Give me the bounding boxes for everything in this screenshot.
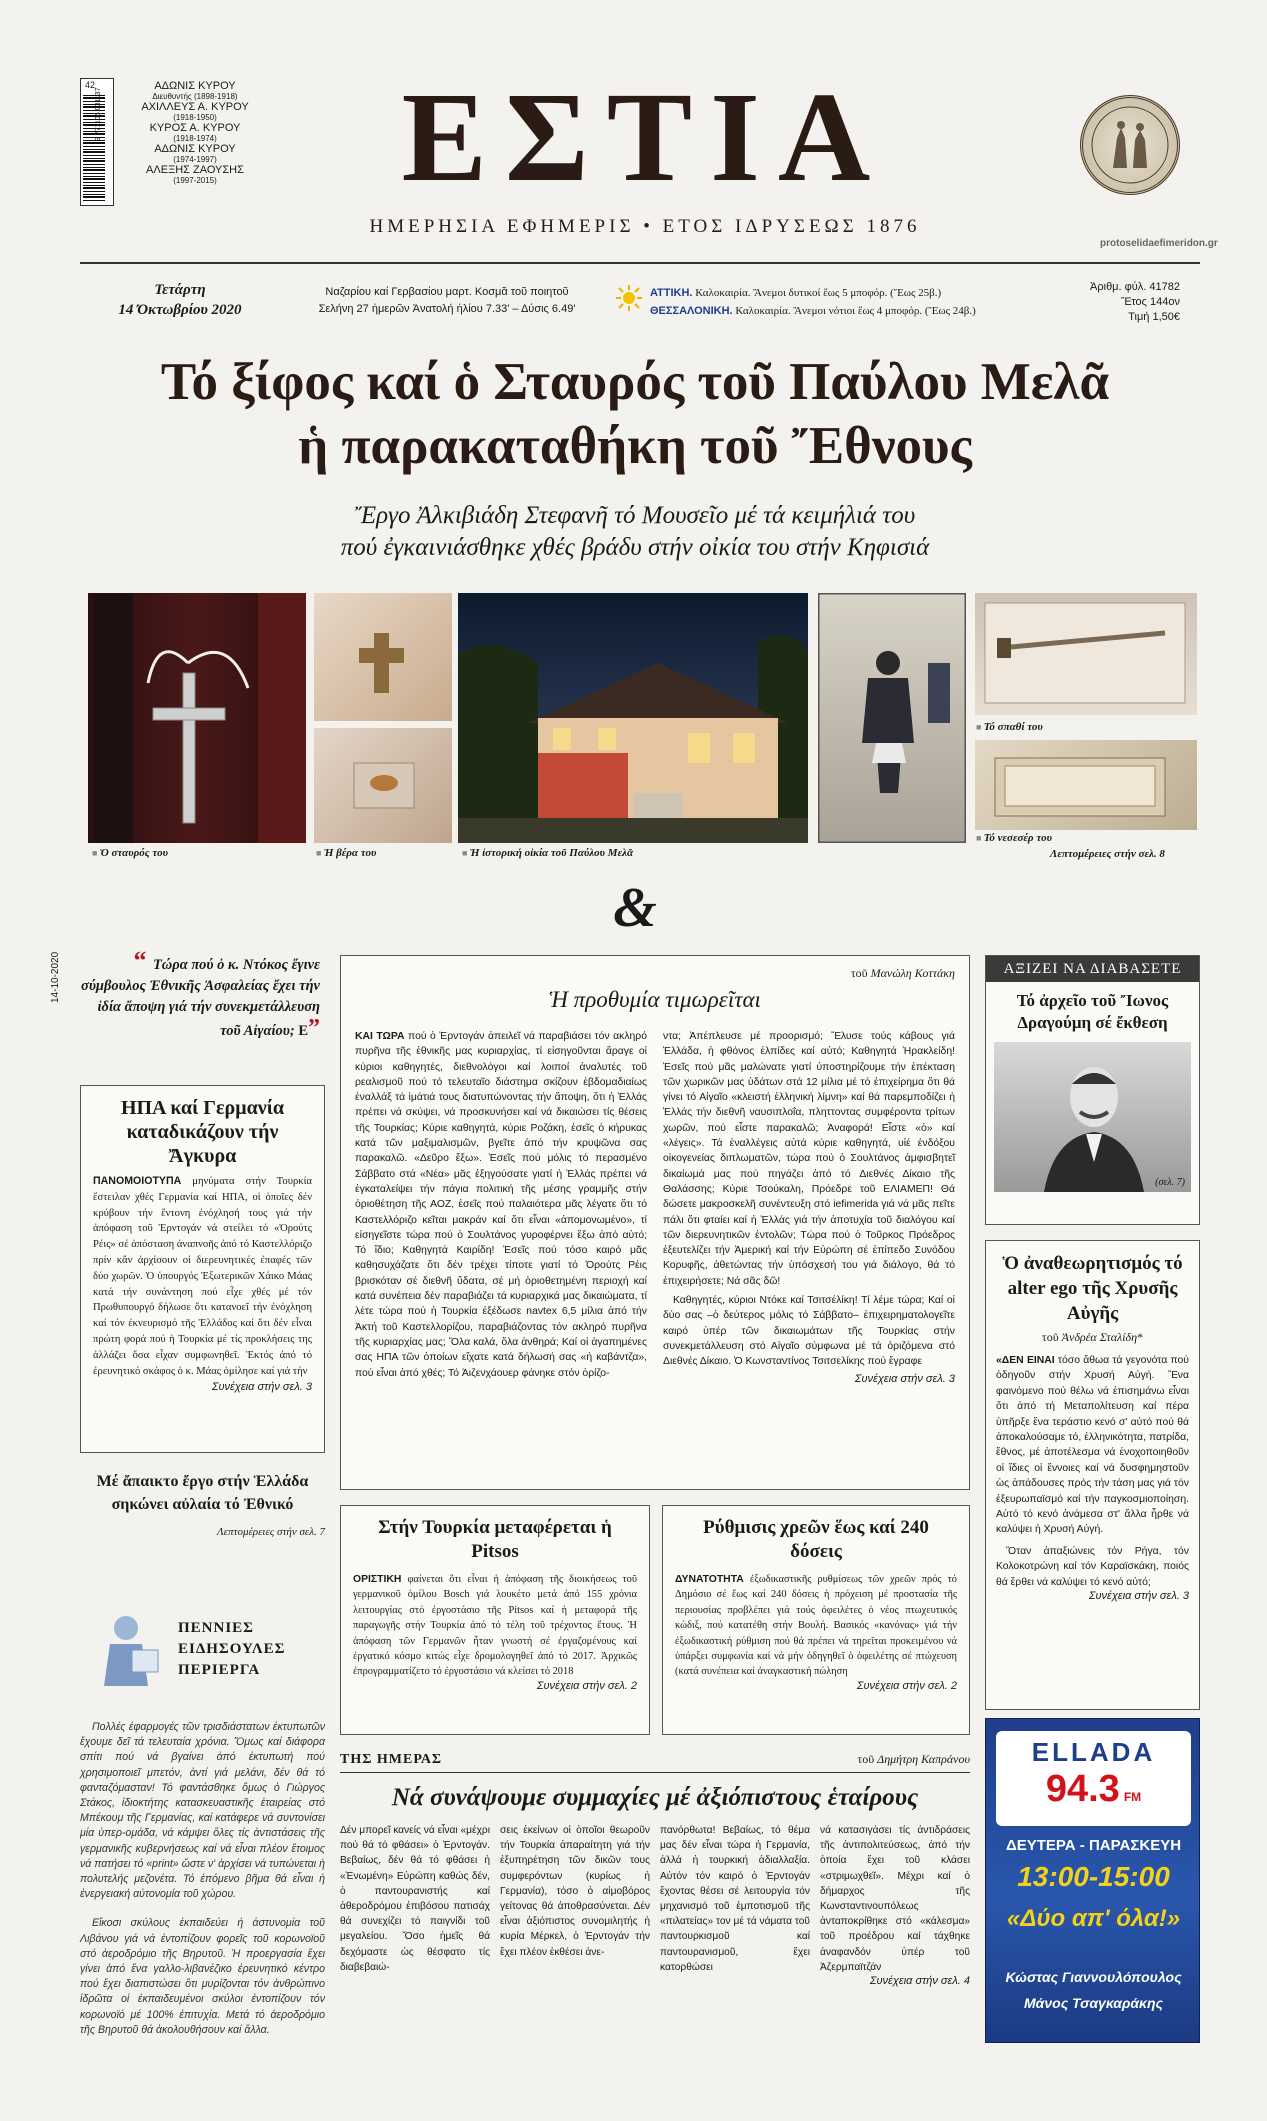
ad-host-1: Κώστας Γιαννουλόπουλος xyxy=(1005,1969,1182,1985)
quote-open-icon: “ xyxy=(133,946,153,975)
weather-thess-label: ΘΕΣΣΑΛΟΝΙΚΗ. xyxy=(650,305,733,317)
founder-years: (1918-1974) xyxy=(173,134,217,143)
caption-case: ■ Τό νεσεσέρ του xyxy=(976,832,1052,844)
pitsos-title: Στήν Τουρκία μεταφέρεται ἡ Pitsos xyxy=(378,1517,612,1562)
day-title: Νά συνάψουμε συμμαχίες μέ ἀξιόπιστους ἑταίρους xyxy=(391,1784,919,1811)
sidebar-date: 14-10-2020 xyxy=(50,951,61,1003)
weather-thess: Καλοκαιρία. Ἄνεμοι νότιοι ἕως 4 μποφόρ. (Ἕως 24β.) xyxy=(735,305,976,317)
pitsos-lead: ΟΡΙΣΤΙΚΗ xyxy=(353,1574,402,1585)
editorial-author: Μανώλη Κοττάκη xyxy=(870,966,955,980)
caption-house: ■ Ἡ ἱστορική οἰκία τοῦ Παύλου Μελᾶ xyxy=(462,847,633,859)
pennies-title: ΠΕΝΝΙΕΣ ΕΙΔΗΣΟΥΛΕΣ ΠΕΡΙΕΡΓΑ xyxy=(178,1620,286,1678)
revisionism-byline: τοῦ Ἀνδρέα Σταλίδη* xyxy=(1041,1330,1144,1344)
ad-host-2: Μάνος Τσαγκαράκης xyxy=(1024,1995,1163,2011)
deck-line-1: Ἔργο Ἀλκιβιάδη Στεφανῆ τό Μουσεῖο μέ τά κειμήλιά του xyxy=(354,502,916,529)
weather-attica-label: ΑΤΤΙΚΗ. xyxy=(650,287,693,299)
masthead-rule xyxy=(80,262,1200,264)
day-article xyxy=(340,1752,970,1987)
founder: ΑΔΩΝΙΣ ΚΥΡΟΥ xyxy=(154,80,236,92)
weather xyxy=(650,284,1050,320)
debts-lead: ΔΥΝΑΤΟΤΗΤΑ xyxy=(675,1574,744,1585)
editorial-title: Ἡ προθυμία τιμωρεῖται xyxy=(549,987,761,1012)
revisionism-article xyxy=(985,1240,1200,1710)
founder: ΑΔΩΝΙΣ ΚΥΡΟΥ xyxy=(154,143,236,155)
ad-frequency: 94.3 xyxy=(1045,1768,1120,1810)
caption-ring: ■ Ἡ βέρα του xyxy=(316,847,376,859)
day-author: Δημήτρη Καπράνου xyxy=(877,1752,970,1766)
revisionism-title: Ὁ ἀναθεωρητισμός τό alter ego τῆς Χρυσῆς Αὐγῆς xyxy=(1002,1253,1183,1324)
day-col-3: πανόρθωτα! Βεβαίως, τό θέμα μας δέν εἶναι τώρα ἡ Γερμανία, ἀλλά ἡ τουρκική ἀδιαλλαξία. Αὐτόν τόν καιρό ὁ Ἐρντογάν ἔχοντας θέσει σέ λειτουργία τόν μηχανισμό τοῦ ἐμποτισμοῦ τῆς «πιλατείας» τον μέ τά νάματα τοῦ παντουρκισμοῦ καί παντουρανισμοῦ, ἔχει κατορθώσει xyxy=(660,1825,810,1973)
usa-germany-lead: ΠΑΝΟΜΟΙΟΤΥΠΑ xyxy=(93,1175,182,1187)
source-watermark: protoselidaefimeridon.gr xyxy=(1100,238,1218,249)
headline-line-2: ἡ παρακαταθήκη τοῦ Ἔθνους xyxy=(298,417,972,475)
dragoumis-photo xyxy=(994,1042,1191,1192)
editorial-col-2b: Καθηγητές, κύριοι Ντόκε καί Τσιτσέλίκη! Τί λέμε τώρα; Καί οἱ δύο σας –ὁ δεύτερος μόλις τό Σάββατο– ἐπιχειρηματολογεῖτε καιρό ὑπέρ τῶν δικαιωμάτων τῆς Τουρκίας στήν συνεκμετάλλευση στό Αἰγαῖο σύμφωνα μέ τά ὁριζόμενα στό Διεθνές Δίκαιο. Ὁ Κωνσταντίνος Τσιτσελίκης πού ἔγραφε xyxy=(663,1295,955,1368)
revisionism-body-2: Ὅταν ἀπαξιώνεις τόν Ρήγα, τόν Κολοκοτρώνη καί τόν Καραϊσκάκη, ποιός θά ἔρθει νά καλύψει τό κενό αὐτό; xyxy=(996,1545,1189,1588)
barcode-digits: 9 771106 031137 xyxy=(95,87,102,141)
seal-logo xyxy=(1080,95,1180,195)
photo-case xyxy=(975,740,1197,830)
quote-text: Τώρα πού ὁ κ. Ντόκος ἔγινε σύμβουλος Ἐθνικῆς Ἀσφαλείας ἔχει τήν ἰδία ἄποψη γιά τήν συνεκμετάλλευση τοῦ Αἰγαίου; xyxy=(81,957,320,1039)
issue-price: Τιμή 1,50€ xyxy=(1128,311,1180,323)
day-col-1: Δέν μπορεῖ κανείς νά εἶναι «μέχρι πού θά τό φθάσει» ὁ Ἐρντογάν. Βεβαίως, δέν θά τό φθάσει ἡ «Ἑνωμένη» Εὐρώπη καθώς δέν, ὁ παντουρανιστής καί ἀθεροδρόμου ἐπιβόσου πατισάχ θά συνεχίζει τό παιγνίδι τοῦ μεγαλείου. Ὅσο ἡμεῖς θά δεχόμαστε ὡς θέσφατο τίς διαβεβαιώ- xyxy=(340,1825,490,1973)
issue-year: Ἔτος 144ον xyxy=(1121,296,1180,308)
pitsos-article xyxy=(340,1505,650,1735)
founder: ΚΥΡΟΣ Α. ΚΥΡΟΥ xyxy=(149,122,241,134)
pennies-item-1: Πολλές ἐφαρμογές τῶν τρισδιάστατων ἐκτυπωτῶν ἔχουμε δεῖ τά τελευταία χρόνια. Ὅμως καί διάφορα σπίτι πού νά βγαίνει ἀπό ἐκτυπωτή πού χρησιμοποιεῖ μπετόν, ἀντί γιά μελάνι, δέν θά τό φανταζόμασταν! Τό φαντάσθηκε ὅμως ὁ Γιώργος Στάκος, ἰδιοκτήτης κατασκευαστικῆς ἑταιρείας στό Μπέκουμ τῆς Γερμανίας, καί κατάφερε νά συντονίσει μία ὑπερ-ομάδα, νά κάμψει ὅλες τίς ἀντιστάσεις τῆς γερμανικῆς κυβερνήσεως καί νά εἶναι πλέον ἕτοιμος νά πατήσει τό «print» ὥστε ν' ἀρχίσει νά τυπώνεται ἡ πολυτελής μεζονέτα. Τό ἐπόμενο βῆμα θά εἶναι ἡ ἐνεργειακή αὐτονομία τοῦ χώρου. xyxy=(80,1721,325,1901)
editorial-col-1: πού ὁ Ἐρντογάν ἀπειλεῖ νά παραβιάσει τόν ακληρό πυρῆνα τῆς ἐθνικῆς μας κυριαρχίας, τί εἰσηγοῦνται ἄραγε οἱ κύριοι καθηγητές, διεθνολόγοι καί λοιποί ἀναλυτές τοῦ ρεαλισμοῦ πού τό τελευταῖο διάστημα σκίζουν ἐβδομαδιαίως ἐναλλάξ τά ἱμάτιά τους διατυπώνοντας τήν ἄποψη, ὅτι ἡ Ἑλλάς πρέπει νά σκύψει, νά προσκυνήσει καί νά δικαιώσει τίς θέσεις τῆς Τουρκίας; Κύριε καθηγητά, κύριε Ροζάκη, ἐσεῖς ὁ κήρυκας κατά τῶν μαξιμαλισμῶν, βγεῖτε ἀπό τήν κρυψῶνα σας παρακαλῶ. «Δεῦρο ἔξω». Ἐσεῖς πού μόλις τό περασμένο Σάββατο στά «Νέα» μᾶς ἐξηγούσατε γιατί ἡ Ἑλλάς πρέπει νά ἐγκαταλείψει τήν πάγια πολιτική τῆς μέσης γραμμῆς στήν ὁριοθέτηση τῆς ΑΟΖ, ἐσεῖς πού παλαιότερα μᾶς λέγατε ὅτι τό Καστελλόριζο κεῖται μακράν καί ὅτι εἶναι «ἀπομονωμένο», τί εἰσηγεῖστε τώρα πού ὁ Σουλτάνος γυροφέρνει ἔξω ἀπό αὐτό; Τό ἴδιο; Καθηγητά Καιρίδη! Ἐσεῖς πού τόσο καιρό μᾶς καθησυχάζατε ὅτι δέν τρέχει τίποτε γιατί τό Ὀρούτς Ρέις βρισκόταν σέ διεθνῆ ὕδατα, σέ μή ὁριοθετημένη περιοχή καί κατά συνέπεια δέν παραβιάζει τά κυριαρχικά μας δικαιώματα, τί λέτε τώρα πού ἡ Τουρκία ἐξέδωσε navtex 6,5 μίλια ἀπό τήν Ἀκτή τοῦ Καστελλορίζου, παραβιάζοντας τόν ακληρό πυρῆνα τῆς κυριαρχίας μας; Ὅλα καλά, ὅλα ἀνθηρά; Καί οἱ ἀγαπημένες σας ΗΠΑ τῶν ὁποίων εἴχατε κατά δήλωσή σας «ἡ καβάντζα», πού εἶναι ἀπό χθές; Τό Ἀιζενχάουερ φάνηκε στόν ὁρίζο- xyxy=(355,1031,647,1379)
day-name: Τετάρτη xyxy=(154,282,206,298)
ad-hours: 13:00-15:00 xyxy=(1017,1861,1170,1892)
founder: ΑΛΕΞΗΣ ΖΑΟΥΣΗΣ xyxy=(146,164,244,176)
ampersand: & xyxy=(613,877,657,939)
theatre-article xyxy=(80,1470,325,1538)
revisionism-continue[interactable]: Συνέχεια στήν σελ. 3 xyxy=(1088,1590,1189,1603)
revisionism-author: Ἀνδρέα Σταλίδη xyxy=(1061,1330,1138,1344)
usa-germany-article xyxy=(80,1085,325,1453)
founder-years: (1974-1997) xyxy=(173,155,217,164)
revisionism-lead: «ΔΕΝ ΕΙΝΑΙ xyxy=(996,1355,1055,1366)
pennies-header xyxy=(92,1610,317,1690)
photo-pendant xyxy=(314,593,452,721)
editorial-byline-pre: τοῦ xyxy=(850,966,868,980)
sun-icon xyxy=(615,284,643,312)
headline-deck xyxy=(80,500,1190,564)
weather-attica: Καλοκαιρία. Ἄνεμοι δυτικοί ἕως 5 μποφόρ. (Ἕως 25β.) xyxy=(695,287,942,299)
photo-ring xyxy=(314,728,452,843)
caption-cross: ■ Ὁ σταυρός του xyxy=(92,847,168,859)
quote-close-icon: ” xyxy=(308,1015,320,1041)
photo-sword xyxy=(975,593,1197,715)
usa-germany-title: ΗΠΑ καί Γερμανία καταδικάζουν τήν Ἄγκυρα xyxy=(120,1097,285,1167)
headline-line-1: Τό ξίφος καί ὁ Σταυρός τοῦ Παύλου Μελᾶ xyxy=(160,353,1110,411)
editorial-article xyxy=(340,955,970,1490)
editorial-lead: ΚΑΙ ΤΩΡΑ xyxy=(355,1031,405,1042)
pitsos-body: φαίνεται ὅτι εἶναι ἡ ἀπόφαση τῆς διοικήσεως τοῦ γερμανικοῦ ὁμίλου Bosch γιά λουκέτο μετά ἀπό 155 χρόνια λειτουργίας στό ἐργοστάσιο τῆς Pitsos καί ἡ μεταφορά τῆς παραγωγῆς στήν Τουρκία ἀπό τό τέλη τοῦ τρέχοντος ἔτους. Ἡ ἀπόφαση τῶν Γερμανῶν ἦταν γνωστή σέ ἐργαζομένους καί ἐργατικό κόσμο κιτώς εἶχε δρομολογηθεῖ ἀπό τό 2017. Ἀρχικῶς ἐπρογραμματίζετο τό ἐργοστάσιο νά κλείσει τό 2018 xyxy=(353,1574,637,1678)
day-continue[interactable]: Συνέχεια στήν σελ. 4 xyxy=(869,1975,970,1988)
ad-logo: ELLADA xyxy=(1031,1737,1156,1767)
issue-info xyxy=(1060,280,1180,325)
revisionism-byline-pre: τοῦ xyxy=(1041,1330,1059,1344)
worth-reading-box xyxy=(985,955,1200,1225)
debts-continue[interactable]: Συνέχεια στήν σελ. 2 xyxy=(856,1679,957,1692)
worth-reading-title[interactable]: Τό ἀρχεῖο τοῦ Ἴωνος Δραγούμη σέ ἔκθεση xyxy=(1016,991,1169,1032)
editorial-byline xyxy=(355,966,955,981)
photo-house xyxy=(458,593,808,843)
photos-details: Λεπτομέρειες στήν σελ. 8 xyxy=(1050,848,1165,860)
founder-years: (1997-2015) xyxy=(173,176,217,185)
debts-title: Ρύθμισις χρεῶν ἕως καί 240 δόσεις xyxy=(703,1517,929,1562)
main-headline xyxy=(80,350,1190,478)
newspaper-title: ΕΣΤΙΑ xyxy=(401,66,889,208)
ad-show: «Δύο απ' όλα!» xyxy=(1006,1905,1181,1932)
theatre-title: Μέ ἄπαικτο ἔργο στήν Ἑλλάδα σηκώνει αὐλαία τό Ἐθνικό xyxy=(96,1473,309,1513)
editorial-continue[interactable]: Συνέχεια στήν σελ. 3 xyxy=(854,1372,955,1385)
day-col-2: σεις ἐκείνων οἱ ὁποῖοι θεωροῦν τήν Τουρκία ἀπαραίτητη γιά τήν ἐξυπηρέτηση τῶν δικῶν τους συμφερόντων (κυρίως ἡ Γερμανία), τόσο ὁ αἱμοβόρος γείτονας θά ἀποθρασύνεται. Δέν εἶναι ἀξιόπιστος συνομιλητής ἡ κυρία Μέρκελ, ὁ Ἐρντογάν τήν ἔχει πλέον ἐκθέσει ἀνε- xyxy=(500,1825,650,1958)
editorial-col-2a: ντα; Ἀπέπλευσε μέ προορισμό; Ἔλυσε τούς κάβους γιά Ἑλλάδα, ἡ φθόνος ἐλπίδες καί αὐτό; Καθηγητά Ἡρακλείδη! Ἐσεῖς πού μᾶς μαλώνατε γιατί ὑποστηρίζουμε τήν ἐπέκταση τῶν χωρικῶν μας ὑδάτων στά 12 μίλια μέ τό ἐπιχείρημα ὅτι θά γίνει τό Αἰγαῖο «κλειστή ἑλληνική λίμνη» καί θά παρεμποδίζει ἡ Ἑλλάς τήν διεθνῆ ναυσιπλοΐα, πληττοντας συμφέροντα τρίτων χωρῶν, πού εἶστε παρακαλῶ; Ἀναφορά! Εἶστε «ὁ» καί «λέγεις». Τά ἐναλλέγεις αὐτά κύριε καθηγητά, υἱέ ἐνδόξου οἰκογενείας διπλωματῶν, τώρα πού ὁ Σουλτάνος ἀμφισβητεῖ δικαίωμά μας πού πηγάζει ἀπό τό Διεθνές Δίκαιο τῆς Θαλάσσης; Κύριε Τσούκαλη, Πρόεδρε τοῦ ΕΛΙΑΜΕΠ! Θά δώσετε μακροσκελῆ συνέντευξη στό iefimerida γιά νά μᾶς πεῖτε πάλι ὅτι φταίει καί ἡ Ἑλλάς γιά τήν ἀποτυχία τοῦ διαλόγου καί τῶν διερευνητικῶν ἐντολῶν; Τώρα πού ὁ Τοῦρκος Πρόεδρος ἐξευτελίζει τήν Ἀμερική καί τήν Εὐρώπη σέ ἐπίπεδο Συνόδου Κορυφῆς, ἀθετώντας τήν ὑπόσχεσή του γιά διάλογο, θά τό ἐπιχειρήσετε; Νά σᾶς δῶ! xyxy=(663,1031,955,1287)
issue-number: Ἀριθμ. φύλ. 41782 xyxy=(1090,281,1180,293)
caption-sword: ■ Τό σπαθί του xyxy=(976,721,1043,733)
date: 14 Όκτωβρίου 2020 xyxy=(118,302,242,318)
dateline-day xyxy=(100,280,260,320)
revisionism-body: τόσο ἄθωα τά γεγονότα πού ὁδηγοῦν στήν Χρυσή Αὐγή. Ἕνα φαινόμενο πού θέλω νά ἐπισημάνω εἶναι ὅτι ἀπό τή Μεταπολίτευση καί πέρα ὑπῆρξε ἕνα τεράστιο κενό σ' αὐτό πού θά ἀποκαλούσαμε τό, ἑλληνικότητα, πατρίδα, ἔθνος, μέ ἀποτέλεσμα νά ἐνοχοποιηθοῦν οἱ ἴδιες οἱ ἔννοιες καί νά δυσφημηστοῦν ὡς ἀπάδουσες πρός τήν τάση μας γιά τόν ἐξευρωπαϊσμό καί τήν παγκοσμιοποίηση. Αὐτό τό κενό ἀνάμεσα στ' ἄλλα ἦρθε νά καλύψει ἡ Χρυσή Αὐγή. xyxy=(996,1355,1189,1536)
debts-body: ἐξωδικαστικῆς ρυθμίσεως τῶν χρεῶν πρός τό Δημόσιο σέ ἕως καί 240 δόσεις ἡ πρόχειση μέ προστασία τῆς περιουσίας προβλέπει γιά τούς ὀφειλέτες ὁ νέος πτωχευτικός κώδιξ, πού κατατέθη στήν Βουλή. Βασικός «κανόνας» γιά τήν ἐξωδικαστική ρύθμιση πού θά πρέπει νά τηρεῖται προκειμένου νά ὑπάρξει συμφωνία καί νά μήν ὁδηγηθεῖ ὁ ὀφειλέτης σέ πτώχευση (κατά συνέπεια καί ἀναγκαστική πώληση xyxy=(675,1574,957,1678)
quote-box xyxy=(80,946,320,1042)
founders-list xyxy=(120,80,270,185)
barcode-issue: 42 xyxy=(85,80,96,90)
photo-cross xyxy=(88,593,306,843)
quote-mark: Ε xyxy=(298,1023,308,1039)
day-byline xyxy=(857,1752,970,1767)
day-byline-pre: τοῦ xyxy=(857,1752,875,1766)
radio-ad[interactable] xyxy=(985,1718,1200,2043)
day-col-4: νά κατασιγάσει τίς ἀντιδράσεις τῆς ἀντιπολιτεύσεως, ἀπό τήν ὁποία ἔχει τοῦ κλάσει «στριμωχθεῖ». Μέχρι καί ὁ δήμαρχος τῆς Κωνσταντινουπόλεως ἀνταποκρίθηκε στό «κάλεσμα» τοῦ προέδρου καί τάχθηκε ἀναφανδόν ὑπέρ τοῦ Ἀζερμπαϊτζάν xyxy=(820,1825,970,1973)
sun-moon: Σελήνη 27 ἡμερῶν Ἀνατολή ἡλίου 7.33' – Δύσις 6.49' xyxy=(318,303,576,315)
photo-uniform xyxy=(818,593,966,843)
founder: ΑΧΙΛΛΕΥΣ Α. ΚΥΡΟΥ xyxy=(141,101,249,113)
theatre-continue[interactable]: Λεπτομέρειες στήν σελ. 7 xyxy=(217,1526,325,1538)
deck-line-2: πού ἐγκαινιάσθηκε χθές βράδυ στήν οἰκία του στήν Κηφισιά xyxy=(340,534,930,561)
debts-article xyxy=(662,1505,970,1735)
newspaper-subtitle: ΗΜΕΡΗΣΙΑ ΕΦΗΜΕΡΙΣ • ΕΤΟΣ ΙΔΡΥΣΕΩΣ 1876 xyxy=(369,216,921,237)
pennies-body xyxy=(80,1720,325,2038)
barcode xyxy=(80,78,114,206)
usa-germany-body: μηνύματα στήν Τουρκία ἔστειλαν χθές Γερμανία καί ΗΠΑ, οἱ ὁποῖες δέν κρύβουν τήν ἔντονη ἐνόχλησή τους γιά τήν ἀπόφαση τοῦ Ἐρντογάν νά στείλει τό «Ὀρούτς Ρέις» σέ ἀπόσταση ἀναπνοῆς ἀπό τό Καστελλόριζο πρίν κἄν ἀρχίσουν οἱ διερευνητικές ἐπαφές τῶν δύο χωρῶν. Ὁ ὑπουργός Ἐξωτερικῶν Χάικο Μάας κατά τήν συνάντηση πού εἶχε χθές μέ τόν Πρωθυπουργό δήλωσε ὅτι κατανοεῖ τήν ἐνόχληση καί τόν ἐκνευρισμό τῆς Ἑλλάδος καί ὅτι δέν εἶναι πρώτη φορά πού ἡ Τουρκία μέ τίς προκλήσεις της ἀλλάζει ὅσα εἶχαν συμφωνηθεῖ. Ἐκτός ἀπό τό ἐρευνητικό σκάφος ὁ κ. Μάας ὁμίλησε καί γιά τήν xyxy=(93,1176,312,1377)
ad-days: ΔΕΥΤΕΡΑ - ΠΑΡΑΣΚΕΥΗ xyxy=(1005,1837,1182,1854)
newsboy-icon xyxy=(92,1610,162,1688)
worth-reading-header: ΑΞΙΖΕΙ ΝΑ ΔΙΑΒΑΣΕΤΕ xyxy=(986,956,1199,982)
founder-years: (1918-1950) xyxy=(173,113,217,122)
ad-logo-box xyxy=(996,1731,1191,1826)
ad-fm: FM xyxy=(1123,1790,1142,1804)
usa-germany-continue[interactable]: Συνέχεια στήν σελ. 3 xyxy=(211,1381,312,1394)
founder-years: Διευθυντής (1898-1918) xyxy=(152,92,238,101)
pitsos-continue[interactable]: Συνέχεια στήν σελ. 2 xyxy=(536,1679,637,1692)
dragoumis-caption: (σελ. 7) xyxy=(1155,1177,1185,1188)
day-label: ΤΗΣ ΗΜΕΡΑΣ xyxy=(340,1752,443,1767)
seal-figures-icon xyxy=(1083,98,1177,192)
pennies-item-2: Εἴκοσι σκύλους ἐκπαιδεύει ἡ ἀστυνομία τοῦ Λιβάνου γιά νά ἐντοπίζουν φορεῖς τοῦ κορωνοϊοῦ στό ἀεροδρόμιο τῆς Βηρυτοῦ. Ἡ προεργασία ἔχει γίνει ἀπό ἕνα γαλλο-λιβανέζικο ἐρευνητικό κέντρο πού ἔχει διαπιστώσει ὅτι μυρίζονται τόν ἀνθρώπινο ἱδρῶτα οἱ ἐκπαιδευμένοι σκύλοι ἐντοπίζουν τόν κορωνοϊό μέ 100% ἐπιτυχία. Μετά τό ἀεροδρόμιο τῆς Βηρυτοῦ θά ἀκολουθήσουν καί ἄλλα. xyxy=(80,1917,325,2036)
saints-of-day: Ναζαρίου καί Γερβασίου μαρτ. Κοσμᾶ τοῦ ποιητοῦ xyxy=(325,286,569,298)
dateline-saints xyxy=(292,284,602,318)
